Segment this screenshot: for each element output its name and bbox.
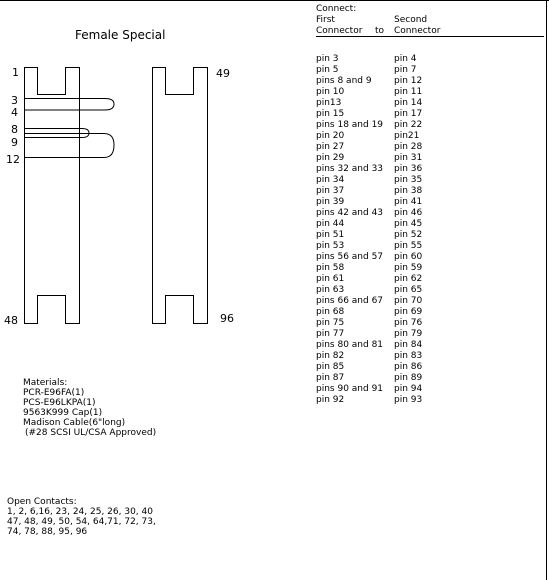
- second-connector-header-line2: Connector: [394, 26, 441, 36]
- table-row: [316, 329, 546, 340]
- first-connector-header-line1: First: [316, 15, 335, 25]
- jumper-loop-3-4: [25, 99, 115, 111]
- second-connector-pin: pin 52: [394, 230, 423, 240]
- second-connector-pin: pin 93: [394, 395, 423, 405]
- first-connector-pin: pin 63: [316, 285, 345, 295]
- second-connector-pin: pin 28: [394, 142, 423, 152]
- second-connector-pin: pin 60: [394, 252, 423, 262]
- table-row: [316, 340, 546, 351]
- table-row: [316, 65, 546, 76]
- second-connector-pin: pin 89: [394, 373, 423, 383]
- first-connector-pin: pin 92: [316, 395, 345, 405]
- table-row: [316, 208, 546, 219]
- second-connector-pin: pin 69: [394, 307, 423, 317]
- second-connector-pin: pin 14: [394, 98, 423, 108]
- pin-label-12: 12: [6, 153, 20, 166]
- table-row: [316, 164, 546, 175]
- second-connector-pin: pin 46: [394, 208, 423, 218]
- first-connector-pin: pins 56 and 57: [316, 252, 384, 262]
- to-label: to: [375, 26, 385, 36]
- table-row: [316, 351, 546, 362]
- table-row: [316, 219, 546, 230]
- first-connector-pin: pin 20: [316, 131, 345, 141]
- first-connector-pin: pin 87: [316, 373, 345, 383]
- table-row: [316, 175, 546, 186]
- first-connector-pin: pin 15: [316, 109, 345, 119]
- second-connector-pin: pin 45: [394, 219, 423, 229]
- table-row: [316, 384, 546, 395]
- second-connector-pin: pin 17: [394, 109, 423, 119]
- second-connector-pin: pin 76: [394, 318, 423, 328]
- table-row: [316, 186, 546, 197]
- first-connector-pin: pin 53: [316, 241, 345, 251]
- table-row: [316, 373, 546, 384]
- second-connector-pin: pin 86: [394, 362, 423, 372]
- material-item: PCS-E96LKPA(1): [23, 398, 96, 408]
- pin-label-4: 4: [11, 106, 18, 119]
- first-connector-pin: pin 68: [316, 307, 345, 317]
- pin-label-49: 49: [216, 67, 230, 80]
- material-item: 9563K999 Cap(1): [23, 408, 103, 418]
- first-connector-pin: pin 75: [316, 318, 345, 328]
- first-connector-pin: pin 85: [316, 362, 345, 372]
- diagram-title: Female Special: [75, 28, 166, 42]
- first-connector-pin: pin 34: [316, 175, 345, 185]
- pin-label-48: 48: [4, 314, 18, 327]
- first-connector-pin: pin 77: [316, 329, 345, 339]
- pin-label-8: 8: [11, 123, 18, 136]
- first-connector-pin: pins 80 and 81: [316, 340, 384, 350]
- table-row: [316, 120, 546, 131]
- first-connector-pin: pins 90 and 91: [316, 384, 384, 394]
- first-connector-pin: pins 8 and 9: [316, 76, 372, 86]
- table-row: [316, 109, 546, 120]
- pin-label-9: 9: [11, 136, 18, 149]
- second-connector-pin: pin 38: [394, 186, 423, 196]
- material-item: PCR-E96FA(1): [23, 388, 85, 398]
- table-row: [316, 131, 546, 142]
- second-connector-pin: pin 59: [394, 263, 423, 273]
- second-connector-pin: pin 11: [394, 87, 423, 97]
- open-contacts-line: 74, 78, 88, 95, 96: [7, 527, 88, 537]
- first-connector-pin: pin 82: [316, 351, 345, 361]
- second-connector-pin: pin 65: [394, 285, 423, 295]
- open-contacts-heading: Open Contacts:: [7, 497, 77, 507]
- pin-label-96: 96: [220, 312, 234, 325]
- second-connector-pin: pin 41: [394, 197, 423, 207]
- second-connector-pin: pin 94: [394, 384, 423, 394]
- open-contacts-block: [7, 497, 156, 537]
- table-row: [316, 197, 546, 208]
- second-connector-pin: pin 4: [394, 54, 417, 64]
- pin-label-1: 1: [12, 66, 19, 79]
- second-connector-pin: pin 22: [394, 120, 423, 130]
- first-connector-pin: pin 44: [316, 219, 345, 229]
- table-row: [316, 142, 546, 153]
- table-row: [316, 362, 546, 373]
- table-row: [316, 252, 546, 263]
- table-row: [316, 153, 546, 164]
- first-connector-pin: pin 39: [316, 197, 345, 207]
- connect-heading: Connect:: [316, 4, 357, 14]
- second-connector-pin: pin 12: [394, 76, 423, 86]
- left-connector-outline: [25, 68, 80, 324]
- open-contacts-line: 1, 2, 6,16, 23, 24, 25, 26, 30, 40: [7, 507, 153, 517]
- first-connector-pin: pin 58: [316, 263, 345, 273]
- table-row: [316, 76, 546, 87]
- second-connector-pin: pin 55: [394, 241, 423, 251]
- table-row: [316, 318, 546, 329]
- materials-heading: Materials:: [23, 378, 68, 388]
- first-connector-pin: pin 27: [316, 142, 345, 152]
- right-connector-outline: [153, 68, 208, 324]
- second-connector-pin: pin21: [394, 131, 420, 141]
- table-row: [316, 285, 546, 296]
- open-contacts-line: 47, 48, 49, 50, 54, 64,71, 72, 73,: [7, 517, 156, 527]
- second-connector-pin: pin 83: [394, 351, 423, 361]
- table-row: [316, 54, 546, 65]
- second-connector-pin: pin 35: [394, 175, 423, 185]
- table-row: [316, 307, 546, 318]
- first-connector-header-line2: Connector: [316, 26, 363, 36]
- material-item: (#28 SCSI UL/CSA Approved): [25, 428, 157, 438]
- first-connector-pin: pin13: [316, 98, 342, 108]
- first-connector-pin: pin 61: [316, 274, 345, 284]
- first-connector-pin: pin 29: [316, 153, 345, 163]
- second-connector-pin: pin 84: [394, 340, 423, 350]
- table-header-rule: [316, 36, 544, 37]
- second-connector-pin: pin 79: [394, 329, 423, 339]
- material-item: Madison Cable(6"long): [23, 418, 126, 428]
- materials-block: [23, 378, 156, 438]
- table-row: [316, 230, 546, 241]
- second-connector-header-line1: Second: [394, 15, 428, 25]
- table-row: [316, 241, 546, 252]
- table-row: [316, 296, 546, 307]
- second-connector-pin: pin 31: [394, 153, 423, 163]
- second-connector-pin: pin 7: [394, 65, 417, 75]
- pin-label-3: 3: [11, 94, 18, 107]
- first-connector-pin: pins 66 and 67: [316, 296, 384, 306]
- first-connector-pin: pin 51: [316, 230, 345, 240]
- second-connector-pin: pin 62: [394, 274, 423, 284]
- second-connector-pin: pin 70: [394, 296, 423, 306]
- table-row: [316, 274, 546, 285]
- first-connector-pin: pin 3: [316, 54, 339, 64]
- table-row: [316, 98, 546, 109]
- first-connector-pin: pins 18 and 19: [316, 120, 384, 130]
- first-connector-pin: pin 10: [316, 87, 345, 97]
- table-row: [316, 87, 546, 98]
- first-connector-pin: pin 37: [316, 186, 345, 196]
- table-row: [316, 395, 546, 406]
- first-connector-pin: pins 42 and 43: [316, 208, 384, 218]
- first-connector-pin: pin 5: [316, 65, 339, 75]
- first-connector-pin: pins 32 and 33: [316, 164, 384, 174]
- second-connector-pin: pin 36: [394, 164, 423, 174]
- table-row: [316, 263, 546, 274]
